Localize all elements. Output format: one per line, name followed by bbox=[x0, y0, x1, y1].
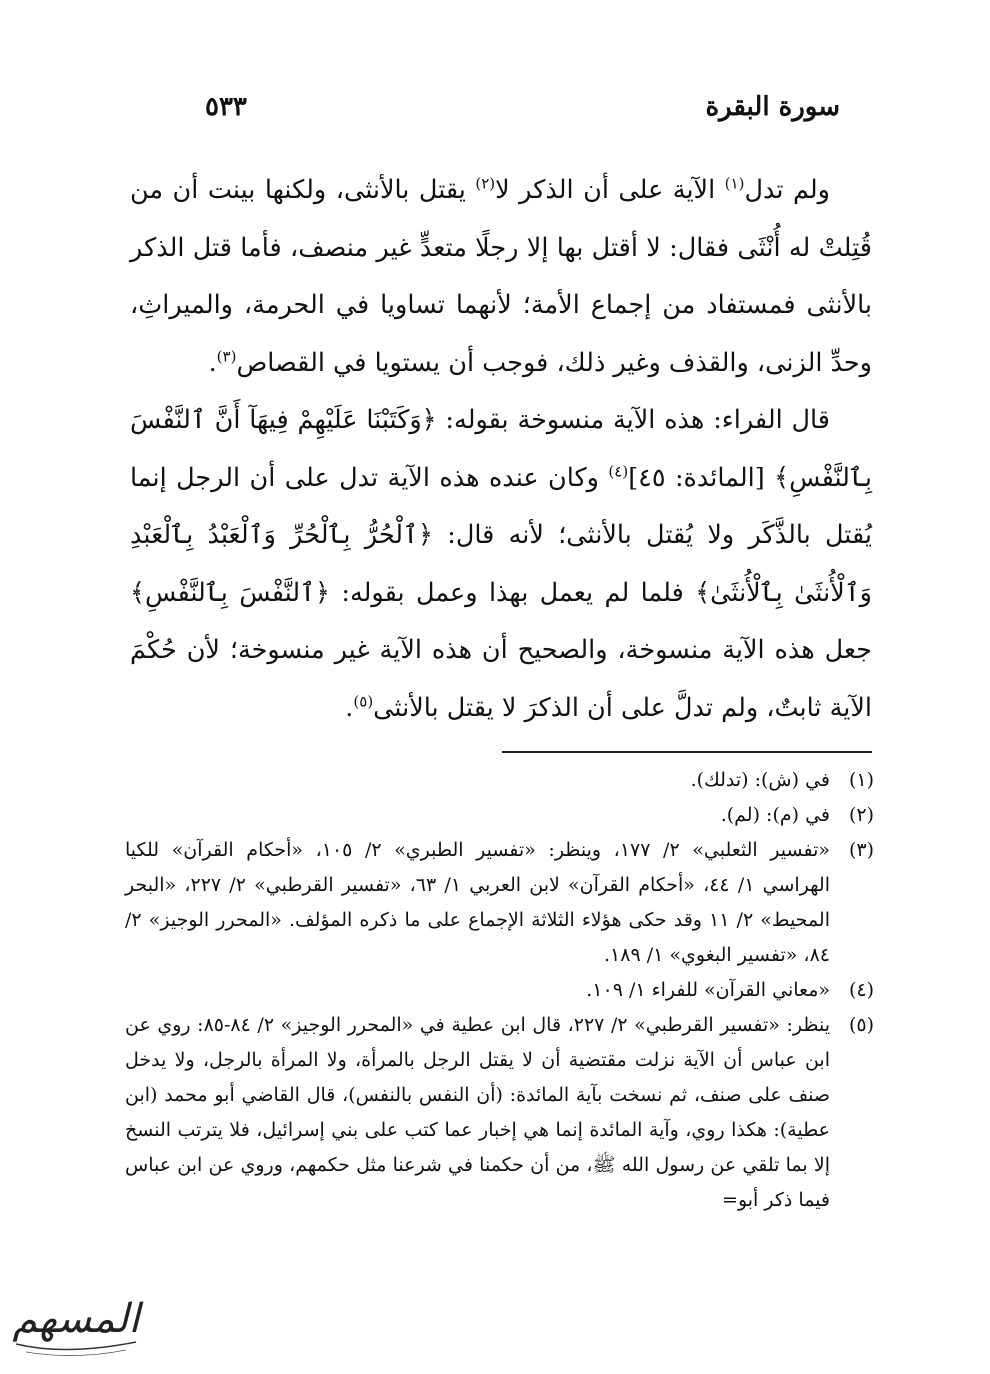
footnote-text: في (م): (لم). bbox=[720, 804, 830, 826]
page-header bbox=[150, 92, 840, 132]
footnote-separator bbox=[502, 751, 872, 753]
footnote-text: «معاني القرآن» للفراء ١/ ١٠٩. bbox=[586, 979, 830, 1001]
main-text bbox=[130, 162, 872, 737]
paragraph-1-text-1: ولم تدل bbox=[744, 175, 830, 205]
page-number: ٥٣٣ bbox=[205, 92, 247, 122]
paragraph-2 bbox=[130, 392, 872, 737]
footnote-number: (١) bbox=[848, 769, 874, 791]
publisher-logo bbox=[6, 1282, 146, 1362]
footnote-ref-2: (٢) bbox=[475, 174, 496, 193]
footnote-ref-1: (١) bbox=[724, 174, 745, 193]
footnote-ref-5: (٥) bbox=[353, 692, 374, 710]
footnote-ref-3: (٣) bbox=[216, 347, 237, 365]
footnote-1 bbox=[125, 763, 874, 798]
footnote-ref-4: (٤) bbox=[608, 462, 629, 480]
footnote-5 bbox=[125, 1008, 874, 1218]
footnotes bbox=[125, 763, 874, 1218]
paragraph-2-text-3: . bbox=[345, 692, 354, 723]
footnote-number: (٣) bbox=[848, 839, 874, 861]
footnote-text: «تفسير الثعلبي» ٢/ ١٧٧، وينظر: «تفسير الطبري» ٢/ ١٠٥، «أحكام القرآن» للكيا الهراسي ١/ ٤٤، «أحكام القرآن» لابن العربي ١/ ٦٣، «تفسير القرطبي» ٢/ ٢٢٧، «البحر المحيط» ٢/ ١١ وقد حكى هؤلاء الثلاثة الإجماع على ما ذكره المؤلف. «المحرر الوجيز» ٢/ ٨٤، «تفسير البغوي» ١/ ١٨٩. bbox=[125, 839, 830, 966]
paragraph-1-text-2: الآية على أن الذكر لا bbox=[495, 175, 725, 205]
footnote-text: ينظر: «تفسير القرطبي» ٢/ ٢٢٧، قال ابن عطية في «المحرر الوجيز» ٢/ ٨٤-٨٥: روي عن ابن عباس أن الآية نزلت مقتضية أن لا يقتل الرجل بالمرأة، ولا المرأة بالرجل، ولا يدخل صنف على صنف، ثم نسخت بآية المائدة: (أن النفس بالنفس)، قال القاضي أبو محمد (ابن عطية): هكذا روي، وآية المائدة إنما هي إخبار عما كتب على بني إسرائيل، فلا يترتب النسخ إلا بما تلقي عن رسول الله ﷺ، من أن حكمنا في شرعنا مثل حكمهم، وروي عن ابن عباس فيما ذكر أبو= bbox=[125, 1014, 830, 1211]
paragraph-1-text-3: يقتل بالأنثى، ولكنها بينت أن من قُتِلتْ له أُنْثَى فقال: لا أقتل بها إلا رجلًا متعدٍّ غير منصف، فأما قتل الذكر بالأنثى فمستفاد من إجماع الأمة؛ لأنهما تساويا في الحرمة، والميراثِ، وحدِّ الزنى، والقذف وغير ذلك، فوجب أن يستويا في القصاص bbox=[130, 175, 872, 378]
footnote-4 bbox=[125, 973, 874, 1008]
paragraph-1-text-4: . bbox=[208, 347, 217, 378]
footnote-3 bbox=[125, 833, 874, 973]
footnote-text: في (ش): (تدلك). bbox=[690, 769, 830, 791]
footnote-number: (٢) bbox=[848, 804, 874, 826]
footnote-number: (٥) bbox=[848, 1014, 874, 1036]
logo-text: المسهم bbox=[12, 1296, 140, 1342]
paragraph-2-text-2: وكان عنده هذه الآية تدل على أن الرجل إنما يُقتل بالذَّكَر ولا يُقتل بالأنثى؛ لأنه قال: ﴿ٱلْحُرُّ بِٱلْحُرِّ وَٱلْعَبْدُ بِٱلْعَبْدِ وَٱلْأُنثَىٰ بِٱلْأُنثَىٰ﴾ فلما لم يعمل بهذا وعمل بقوله: ﴿ٱلنَّفْسَ بِٱلنَّفْسِ﴾ جعل هذه الآية منسوخة، والصحيح أن هذه الآية غير منسوخة؛ لأن حُكْمَ الآية ثابتٌ، ولم تدلَّ على أن الذكرَ لا يقتل بالأنثى bbox=[130, 462, 872, 723]
paragraph-2-text-1: قال الفراء: هذه الآية منسوخة بقوله: ﴿وَكَتَبْنَا عَلَيْهِمْ فِيهَآ أَنَّ ٱلنَّفْسَ بِٱلنَّفْسِ﴾ [المائدة: ٤٥] bbox=[130, 405, 872, 493]
surah-title: سورة البقرة bbox=[705, 92, 840, 122]
footnote-number: (٤) bbox=[848, 979, 874, 1001]
footnote-2 bbox=[125, 798, 874, 833]
paragraph-1 bbox=[130, 162, 872, 392]
